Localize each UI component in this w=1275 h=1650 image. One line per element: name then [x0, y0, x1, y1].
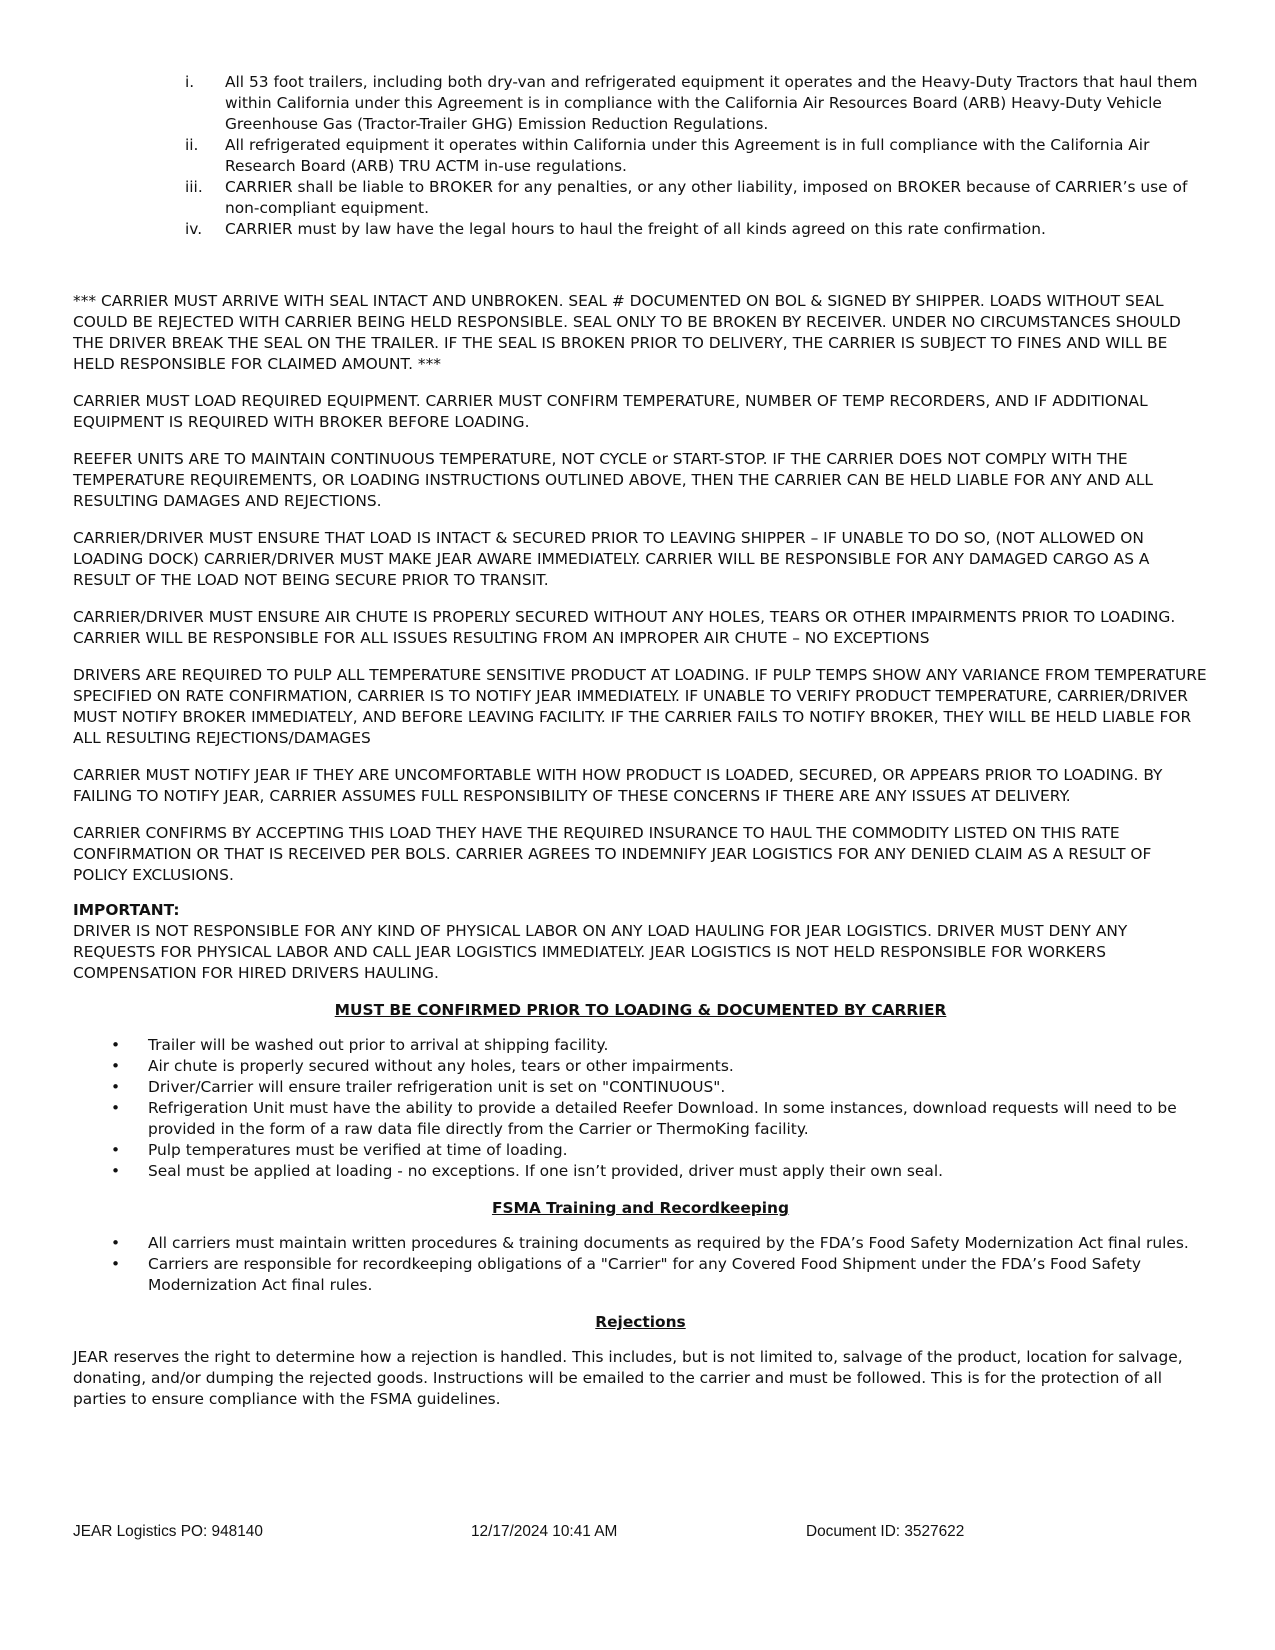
list-item [73, 1140, 1208, 1161]
list-item-text: All carriers must maintain written procedures & training documents as required by the FDA’s Food Safety Modernization Act final rules. [148, 1234, 1189, 1252]
list-item-text: Pulp temperatures must be verified at time of loading. [148, 1141, 568, 1159]
fsma-bullet-list [73, 1233, 1208, 1296]
bullet-icon: • [111, 1036, 121, 1054]
bullet-icon: • [111, 1234, 121, 1252]
list-item [73, 1161, 1208, 1182]
list-item-text: Refrigeration Unit must have the ability to provide a detailed Reefer Download. In some instances, download requests will need to be provided in the form of a raw data file directly from the Carrier or ThermoKing facility. [148, 1099, 1177, 1138]
list-item-text: Seal must be applied at loading - no exceptions. If one isn’t provided, driver must apply their own seal. [148, 1162, 943, 1180]
compliance-list [73, 72, 1208, 240]
list-item-text: Carriers are responsible for recordkeeping obligations of a "Carrier" for any Covered Food Shipment under the FDA’s Food Safety Modernization Act final rules. [148, 1255, 1142, 1294]
air-chute-paragraph: CARRIER/DRIVER MUST ENSURE AIR CHUTE IS PROPERLY SECURED WITHOUT ANY HOLES, TEARS OR OTHER IMPAIRMENTS PRIOR TO LOADING. CARRIER WILL BE RESPONSIBLE FOR ALL ISSUES RESULTING FROM AN IMPROPER AIR CHUTE – NO EXCEPTIONS [73, 608, 1176, 647]
bullet-icon: • [111, 1255, 121, 1273]
list-numeral: iii. [185, 178, 203, 196]
confirm-section-heading: MUST BE CONFIRMED PRIOR TO LOADING & DOCUMENTED BY CARRIER [334, 1001, 947, 1019]
reefer-paragraph: REEFER UNITS ARE TO MAINTAIN CONTINUOUS TEMPERATURE, NOT CYCLE or START-STOP. IF THE CARRIER DOES NOT COMPLY WITH THE TEMPERATURE REQUIREMENTS, OR LOADING INSTRUCTIONS OUTLINED ABOVE, THEN THE CARRIER CAN BE HELD LIABLE FOR ANY AND ALL RESULTING DAMAGES AND REJECTIONS. [73, 450, 1153, 510]
important-paragraph: DRIVER IS NOT RESPONSIBLE FOR ANY KIND OF PHYSICAL LABOR ON ANY LOAD HAULING FOR JEAR LOGISTICS. DRIVER MUST DENY ANY REQUESTS FOR PHYSICAL LABOR AND CALL JEAR LOGISTICS IMMEDIATELY. JEAR LOGISTICS IS NOT HELD RESPONSIBLE FOR WORKERS COMPENSATION FOR HIRED DRIVERS HAULING. [73, 922, 1128, 982]
bullet-icon: • [111, 1057, 121, 1075]
secured-load-paragraph: CARRIER/DRIVER MUST ENSURE THAT LOAD IS INTACT & SECURED PRIOR TO LEAVING SHIPPER – IF UNABLE TO DO SO, (NOT ALLOWED ON LOADING DOCK) CARRIER/DRIVER MUST MAKE JEAR AWARE IMMEDIATELY. CARRIER WILL BE RESPONSIBLE FOR ANY DAMAGED CARGO AS A RESULT OF THE LOAD NOT BEING SECURE PRIOR TO TRANSIT. [73, 529, 1150, 589]
list-item [73, 1254, 1208, 1296]
list-item [73, 135, 1208, 177]
bullet-icon: • [111, 1162, 121, 1180]
list-item [73, 1098, 1208, 1140]
list-item-text: All refrigerated equipment it operates within California under this Agreement is in full compliance with the California Air Research Board (ARB) TRU ACTM in-use regulations. [225, 136, 1150, 175]
bullet-icon: • [111, 1099, 121, 1117]
list-item-text: CARRIER shall be liable to BROKER for any penalties, or any other liability, imposed on BROKER because of CARRIER’s use of non-compliant equipment. [225, 178, 1188, 217]
list-item [73, 1056, 1208, 1077]
page-footer [73, 1522, 1208, 1542]
notify-paragraph: CARRIER MUST NOTIFY JEAR IF THEY ARE UNCOMFORTABLE WITH HOW PRODUCT IS LOADED, SECURED, OR APPEARS PRIOR TO LOADING. BY FAILING TO NOTIFY JEAR, CARRIER ASSUMES FULL RESPONSIBILITY OF THESE CONCERNS IF THERE ARE ANY ISSUES AT DELIVERY. [73, 766, 1163, 805]
list-item [73, 72, 1208, 135]
list-item-text: All 53 foot trailers, including both dry-van and refrigerated equipment it operates and the Heavy-Duty Tractors that haul them within California under this Agreement is in compliance with the California Air Resources Board (ARB) Heavy-Duty Vehicle Greenhouse Gas (Tractor-Trailer GHG) Emission Reduction Regulations. [225, 73, 1198, 133]
bullet-icon: • [111, 1078, 121, 1096]
list-numeral: ii. [185, 136, 199, 154]
pulp-paragraph: DRIVERS ARE REQUIRED TO PULP ALL TEMPERATURE SENSITIVE PRODUCT AT LOADING. IF PULP TEMPS SHOW ANY VARIANCE FROM TEMPERATURE SPECIFIED ON RATE CONFIRMATION, CARRIER IS TO NOTIFY JEAR IMMEDIATELY. IF UNABLE TO VERIFY PRODUCT TEMPERATURE, CARRIER/DRIVER MUST NOTIFY BROKER IMMEDIATELY, AND BEFORE LEAVING FACILITY. IF THE CARRIER FAILS TO NOTIFY BROKER, THEY WILL BE HELD LIABLE FOR ALL RESULTING REJECTIONS/DAMAGES [73, 666, 1207, 747]
footer-document-id: Document ID: 3527622 [806, 1523, 965, 1540]
list-item [73, 177, 1208, 219]
list-item [73, 1077, 1208, 1098]
footer-datetime: 12/17/2024 10:41 AM [471, 1523, 618, 1540]
document-body [73, 72, 1208, 1410]
equipment-paragraph: CARRIER MUST LOAD REQUIRED EQUIPMENT. CARRIER MUST CONFIRM TEMPERATURE, NUMBER OF TEMP RECORDERS, AND IF ADDITIONAL EQUIPMENT IS REQUIRED WITH BROKER BEFORE LOADING. [73, 392, 1148, 431]
bullet-icon: • [111, 1141, 121, 1159]
rejections-paragraph: JEAR reserves the right to determine how a rejection is handled. This includes, but is not limited to, salvage of the product, location for salvage, donating, and/or dumping the rejected goods. Instructions will be emailed to the carrier and must be followed. This is for the protection of all parties to ensure compliance with the FSMA guidelines. [73, 1348, 1183, 1408]
list-item-text: Driver/Carrier will ensure trailer refrigeration unit is set on "CONTINUOUS". [148, 1078, 726, 1096]
fsma-section-heading: FSMA Training and Recordkeeping [491, 1199, 790, 1217]
seal-paragraph: *** CARRIER MUST ARRIVE WITH SEAL INTACT AND UNBROKEN. SEAL # DOCUMENTED ON BOL & SIGNED BY SHIPPER. LOADS WITHOUT SEAL COULD BE REJECTED WITH CARRIER BEING HELD RESPONSIBLE. SEAL ONLY TO BE BROKEN BY RECEIVER. UNDER NO CIRCUMSTANCES SHOULD THE DRIVER BREAK THE SEAL ON THE TRAILER. IF THE SEAL IS BROKEN PRIOR TO DELIVERY, THE CARRIER IS SUBJECT TO FINES AND WILL BE HELD RESPONSIBLE FOR CLAIMED AMOUNT. *** [73, 292, 1181, 373]
list-numeral: iv. [185, 220, 203, 238]
footer-po-number: JEAR Logistics PO: 948140 [73, 1523, 263, 1540]
confirm-bullet-list [73, 1035, 1208, 1182]
important-label: IMPORTANT: [73, 901, 180, 919]
list-item [73, 219, 1208, 240]
insurance-paragraph: CARRIER CONFIRMS BY ACCEPTING THIS LOAD THEY HAVE THE REQUIRED INSURANCE TO HAUL THE COMMODITY LISTED ON THIS RATE CONFIRMATION OR THAT IS RECEIVED PER BOLS. CARRIER AGREES TO INDEMNIFY JEAR LOGISTICS FOR ANY DENIED CLAIM AS A RESULT OF POLICY EXCLUSIONS. [73, 824, 1152, 884]
rejections-section-heading: Rejections [595, 1313, 686, 1331]
list-item [73, 1233, 1208, 1254]
list-item-text: Air chute is properly secured without any holes, tears or other impairments. [148, 1057, 734, 1075]
list-item-text: Trailer will be washed out prior to arrival at shipping facility. [148, 1036, 609, 1054]
list-item-text: CARRIER must by law have the legal hours to haul the freight of all kinds agreed on this rate confirmation. [225, 220, 1046, 238]
list-item [73, 1035, 1208, 1056]
list-numeral: i. [185, 73, 195, 91]
